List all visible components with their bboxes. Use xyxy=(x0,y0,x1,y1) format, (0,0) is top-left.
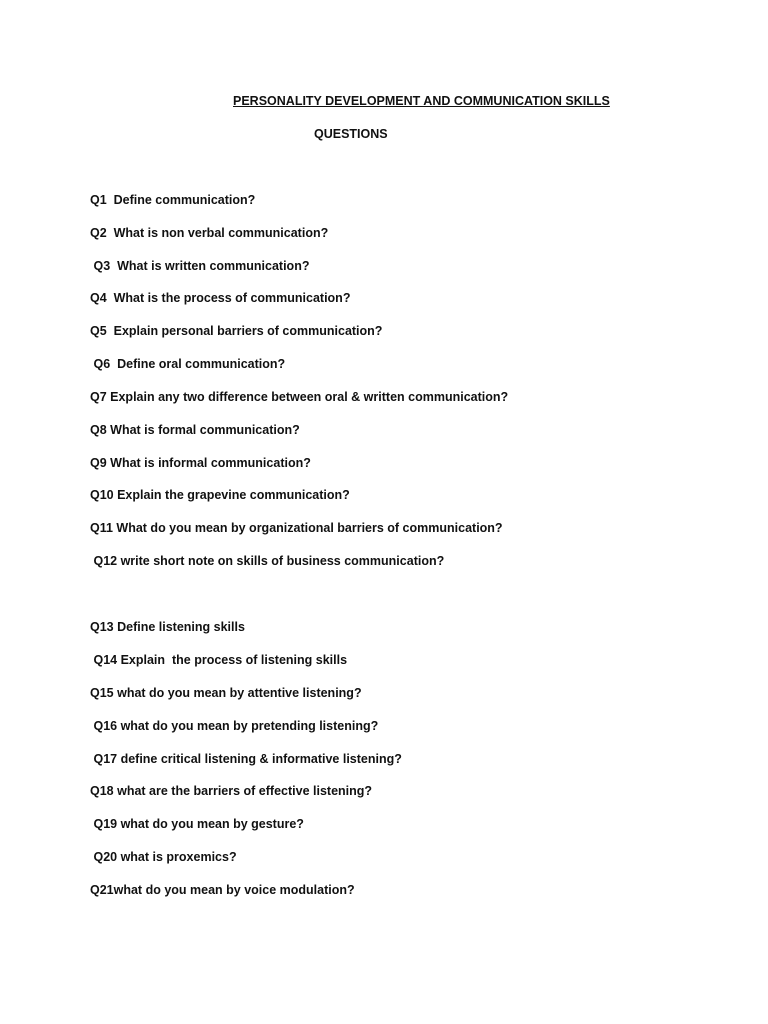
question-item: Q21what do you mean by voice modulation? xyxy=(90,883,355,897)
question-item: Q8 What is formal communication? xyxy=(90,423,300,437)
question-item: Q11 What do you mean by organizational barriers of communication? xyxy=(90,521,503,535)
question-item: Q12 write short note on skills of business communication? xyxy=(90,554,445,568)
question-item: Q14 Explain the process of listening skills xyxy=(90,653,348,667)
question-item: Q1 Define communication? xyxy=(90,193,256,207)
question-item: Q13 Define listening skills xyxy=(90,620,245,634)
question-item: Q19 what do you mean by gesture? xyxy=(90,817,304,831)
document-subtitle: QUESTIONS xyxy=(314,127,388,141)
question-item: Q7 Explain any two difference between oral & written communication? xyxy=(90,390,509,404)
question-item: Q20 what is proxemics? xyxy=(90,850,237,864)
question-item: Q18 what are the barriers of effective listening? xyxy=(90,784,373,798)
question-item: Q16 what do you mean by pretending listening? xyxy=(90,719,379,733)
question-item: Q6 Define oral communication? xyxy=(90,357,286,371)
question-item: Q2 What is non verbal communication? xyxy=(90,226,329,240)
question-item: Q4 What is the process of communication? xyxy=(90,291,351,305)
question-item: Q10 Explain the grapevine communication? xyxy=(90,488,350,502)
question-item: Q9 What is informal communication? xyxy=(90,456,311,470)
question-item: Q5 Explain personal barriers of communication? xyxy=(90,324,383,338)
question-item: Q15 what do you mean by attentive listening? xyxy=(90,686,362,700)
question-item: Q17 define critical listening & informative listening? xyxy=(90,752,402,766)
document-title: PERSONALITY DEVELOPMENT AND COMMUNICATION SKILLS xyxy=(233,94,610,108)
question-item: Q3 What is written communication? xyxy=(90,259,310,273)
